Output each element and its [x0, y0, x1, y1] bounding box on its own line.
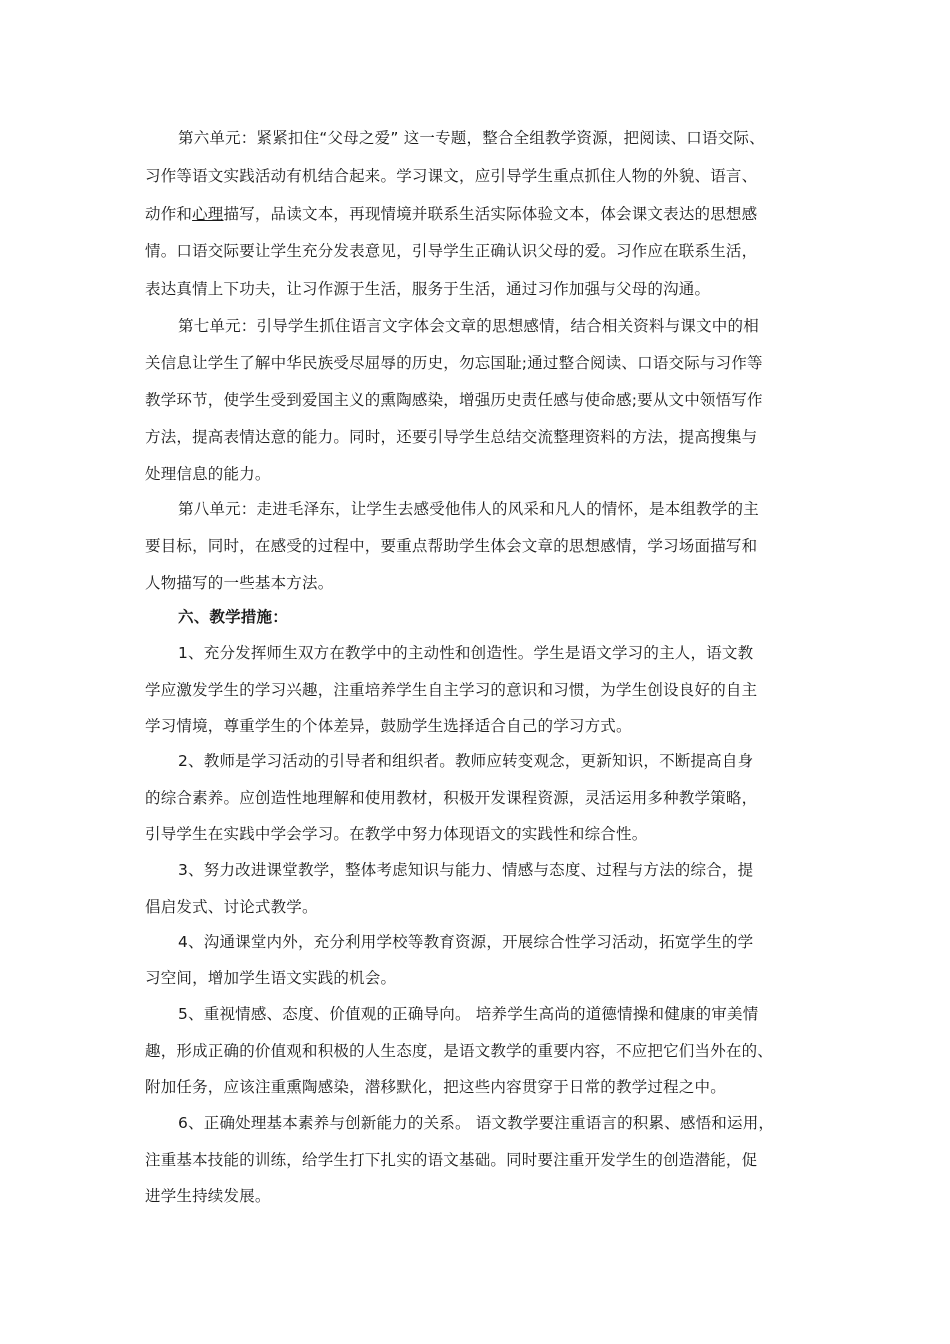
unit6-line-1: 第六单元：紧紧扣住“父母之爱” 这一专题，整合全组教学资源，把阅读、口语交际、 — [178, 129, 765, 147]
section-heading: 六、教学措施： — [178, 608, 288, 626]
measure-1-line-1: 1、充分发挥师生双方在教学中的主动性和创造性。学生是语文学习的主人，语文教 — [178, 644, 754, 662]
unit6-line-3-rest: 描写，品读文本，再现情境并联系生活实际体验文本，体会课文表达的思想感 — [223, 205, 758, 223]
measure-2-line-1: 2、教师是学习活动的引导者和组织者。教师应转变观念，更新知识，不断提高自身 — [178, 752, 754, 770]
unit8-line-3: 人物描写的一些基本方法。 — [145, 574, 334, 592]
unit6-line-4: 情。口语交际要让学生充分发表意见，引导学生正确认识父母的爱。习作应在联系生活， — [145, 242, 758, 260]
unit6-line-5: 表达真情上下功夫，让习作源于生活，服务于生活，通过习作加强与父母的沟通。 — [145, 280, 711, 298]
unit7-line-4: 方法，提高表情达意的能力。同时，还要引导学生总结交流整理资料的方法，提高搜集与 — [145, 428, 758, 446]
measure-6-line-2: 注重基本技能的训练，给学生打下扎实的语文基础。同时要注重开发学生的创造潜能，促 — [145, 1151, 758, 1169]
measure-2-line-3: 引导学生在实践中学会学习。在教学中努力体现语文的实践性和综合性。 — [145, 825, 648, 843]
unit6-line-3 — [145, 204, 757, 224]
underlined-term: 心理 — [192, 205, 224, 223]
measure-4-line-2: 习空间，增加学生语文实践的机会。 — [145, 969, 397, 987]
measure-6-line-3: 进学生持续发展。 — [145, 1187, 271, 1205]
measure-2-line-2: 的综合素养。应创造性地理解和使用教材，积极开发课程资源，灵活运用多种教学策略， — [145, 789, 758, 807]
unit8-line-2: 要目标，同时，在感受的过程中，要重点帮助学生体会文章的思想感情，学习场面描写和 — [145, 537, 758, 555]
measure-5-line-1: 5、重视情感、态度、价值观的正确导向。 培养学生高尚的道德情操和健康的审美情 — [178, 1005, 759, 1023]
measure-5-line-3: 附加任务，应该注重熏陶感染，潜移默化，把这些内容贯穿于日常的教学过程之中。 — [145, 1078, 726, 1096]
unit6-line-2: 习作等语文实践活动有机结合起来。学习课文，应引导学生重点抓住人物的外貌、语言、 — [145, 167, 758, 185]
measure-4-line-1: 4、沟通课堂内外，充分利用学校等教育资源，开展综合性学习活动，拓宽学生的学 — [178, 933, 754, 951]
measure-3-line-2: 倡启发式、讨论式教学。 — [145, 898, 318, 916]
unit7-line-1: 第七单元：引导学生抓住语言文字体会文章的思想感情，结合相关资料与课文中的相 — [178, 317, 759, 335]
unit6-line-3-lead: 动作和 — [145, 205, 193, 223]
unit7-line-2: 关信息让学生了解中华民族受尽屈辱的历史，勿忘国耻;通过整合阅读、口语交际与习作等 — [145, 354, 763, 372]
measure-3-line-1: 3、努力改进课堂教学，整体考虑知识与能力、情感与态度、过程与方法的综合，提 — [178, 861, 754, 879]
measure-6-line-1: 6、正确处理基本素养与创新能力的关系。 语文教学要注重语言的积累、感悟和运用， — [178, 1114, 775, 1132]
unit7-line-5: 处理信息的能力。 — [145, 465, 271, 483]
unit8-line-1: 第八单元：走进毛泽东，让学生去感受他伟人的风采和凡人的情怀，是本组教学的主 — [178, 500, 759, 518]
measure-5-line-2: 趣，形成正确的价值观和积极的人生态度，是语文教学的重要内容，不应把它们当外在的、 — [145, 1042, 774, 1060]
measure-1-line-2: 学应激发学生的学习兴趣，注重培养学生自主学习的意识和习惯，为学生创设良好的自主 — [145, 681, 758, 699]
measure-1-line-3: 学习情境，尊重学生的个体差异，鼓励学生选择适合自己的学习方式。 — [145, 717, 632, 735]
unit7-line-3: 教学环节，使学生受到爱国主义的熏陶感染，增强历史责任感与使命感;要从文中领悟写作 — [145, 391, 763, 409]
